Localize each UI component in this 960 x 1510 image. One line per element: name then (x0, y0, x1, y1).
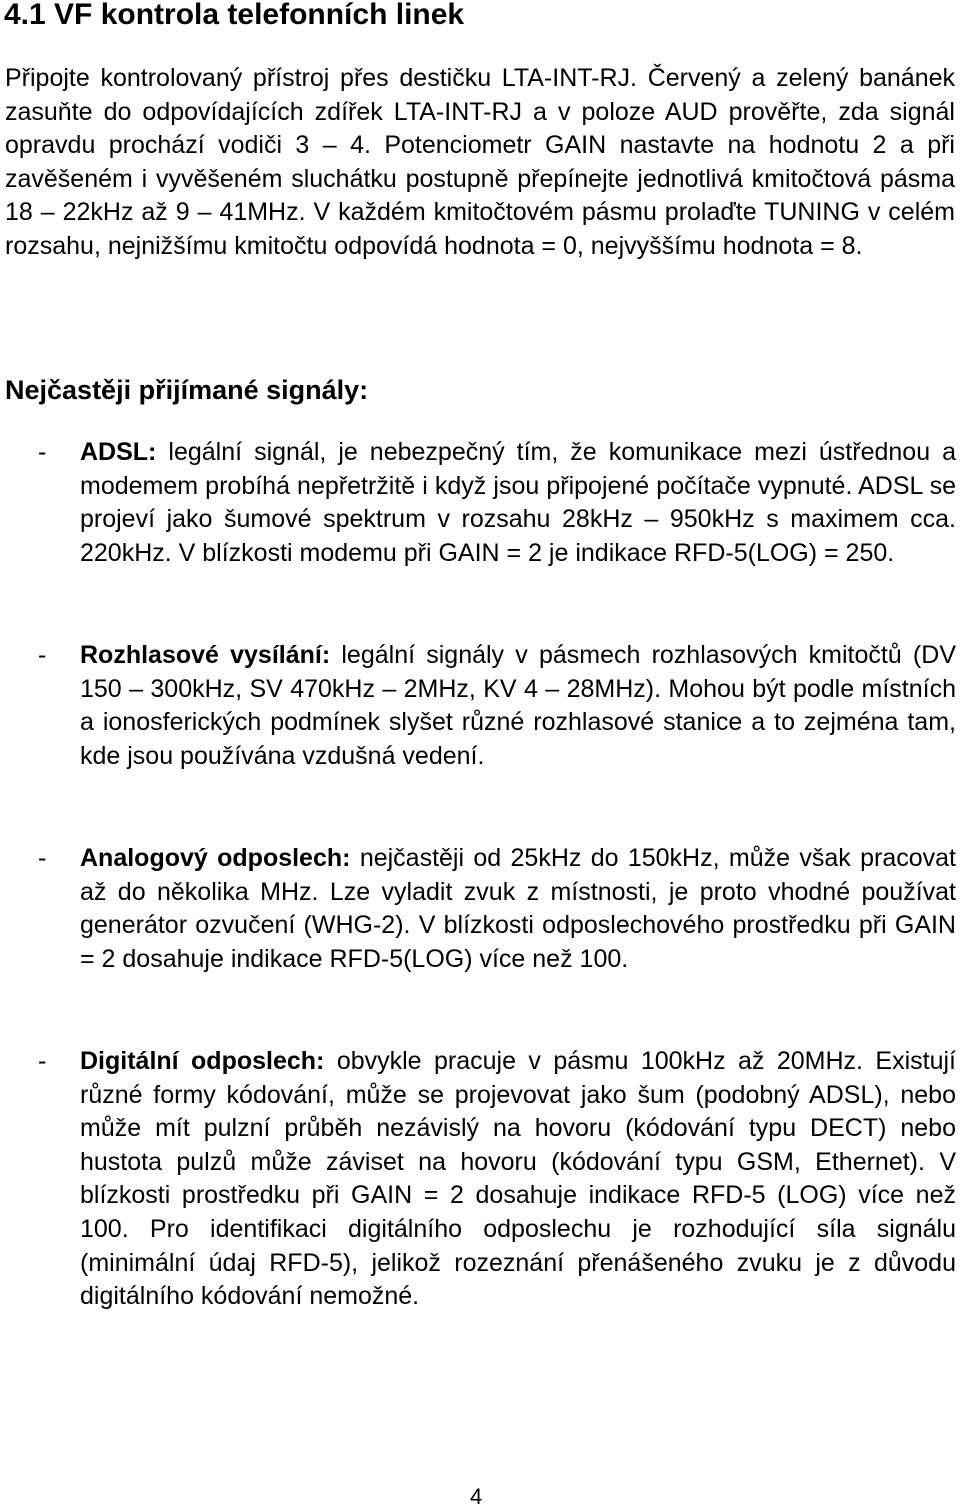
list-item-description: legální signál, je nebezpečný tím, že komunikace mezi ústřednou a modemem probíhá nepřetržitě i když jsou připojené počítače vypnuté. ADSL se projeví jako šumové spektrum v rozsahu 28kHz – 950kHz s maximem cca. 220kHz. V blízkosti modemu při GAIN = 2 je indikace RFD-5(LOG) = 250. (80, 438, 957, 567)
list-item-description: obvykle pracuje v pásmu 100kHz až 20MHz. Existují různé formy kódování, může se projevovat jako šum (podobný ADSL), nebo může mít pulzní průběh nezávislý na hovoru (kódování typu DECT) nebo hustota pulzů může záviset na hovoru (kódování typu GSM, Ethernet). V blízkosti prostředku při GAIN = 2 dosahuje indikace RFD-5 (LOG) více než 100. Pro identifikaci digitálního odposlechu je rozhodující síla signálu (minimální údaj RFD-5), jelikož rozeznání přenášeného zvuku je z důvodu digitálního kódování nemožné. (80, 1047, 956, 1311)
list-item-digital-bug (38, 1045, 956, 1314)
list-item-term: ADSL: (80, 438, 157, 466)
list-item-text (80, 842, 956, 976)
intro-paragraph: Připojte kontrolovaný přístroj přes destičku LTA-INT-RJ. Červený a zelený banánek zasuňte do odpovídajících zdířek LTA-INT-RJ a v poloze AUD prověřte, zda signál opravdu prochází vodiči 3 – 4. Potenciometr GAIN nastavte na hodnotu 2 a při zavěšeném i vyvěšeném sluchátku postupně přepínejte jednotlivá kmitočtová pásma 18 – 22kHz až 9 – 41MHz. V každém kmitočtovém pásmu prolaďte TUNING v celém rozsahu, nejnižšímu kmitočtu odpovídá hodnota = 0, nejvyššímu hodnota = 8. (5, 64, 955, 260)
list-item-text (80, 436, 956, 570)
list-item-broadcast (38, 639, 956, 773)
list-item-text (80, 1045, 956, 1314)
list-bullet: - (38, 1047, 47, 1075)
list-item-description: legální signály v pásmech rozhlasových kmitočtů (DV 150 – 300kHz, SV 470kHz – 2MHz, KV 4 – 28MHz). Mohou být podle místních a ionosferických podmínek slyšet různé rozhlasové stanice a to zejména tam, kde jsou používána vzdušná vedení. (80, 641, 956, 770)
list-item-analog-bug (38, 842, 956, 976)
list-item-adsl (38, 436, 956, 570)
list-bullet: - (38, 438, 47, 466)
list-bullet: - (38, 844, 47, 872)
section-title: 4.1 VF kontrola telefonních linek (4, 0, 465, 31)
list-item-term: Analogový odposlech: (80, 844, 351, 872)
list-bullet: - (38, 641, 47, 669)
list-item-term: Digitální odposlech: (80, 1047, 325, 1075)
list-item-text (80, 639, 956, 773)
signals-heading: Nejčastěji přijímané signály: (5, 375, 369, 405)
list-item-description: nejčastěji od 25kHz do 150kHz, může však pracovat až do několika MHz. Lze vyladit zvuk z místnosti, je proto vhodné používat generátor ozvučení (WHG-2). V blízkosti odposlechového prostředku při GAIN = 2 dosahuje indikace RFD-5(LOG) více než 100. (80, 844, 956, 973)
list-item-term: Rozhlasové vysílání: (80, 641, 331, 669)
page-number: 4 (470, 1484, 483, 1509)
